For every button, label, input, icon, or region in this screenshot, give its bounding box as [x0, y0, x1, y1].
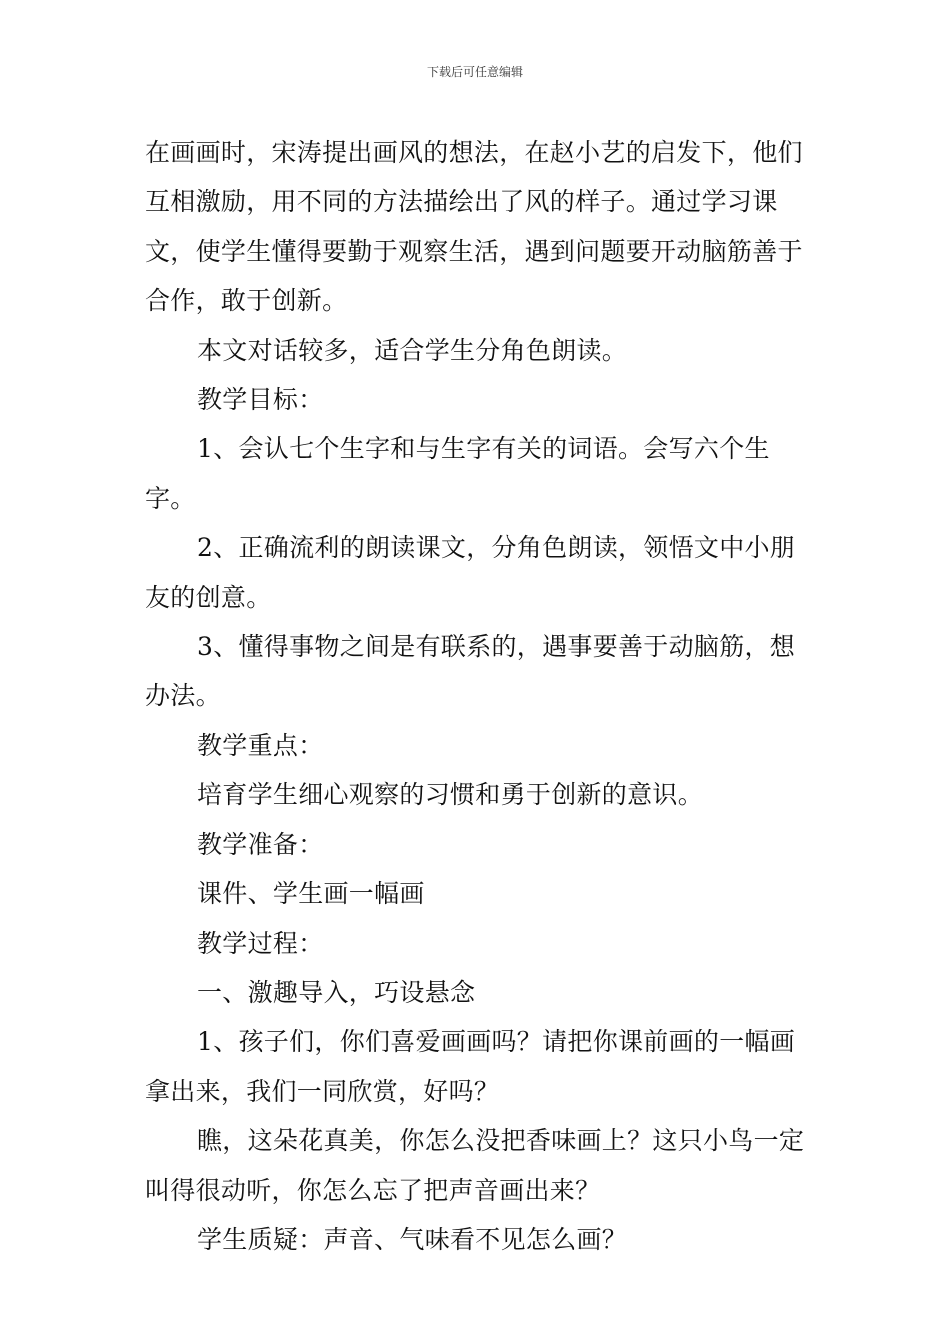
heading-teaching-focus: 教学重点： [197, 730, 324, 760]
goal-item-1: 1、会认七个生字和与生字有关的词语。会写六个生字。 [145, 434, 770, 513]
heading-teaching-goals: 教学目标： [197, 385, 324, 415]
paragraph-dialogue: 瞧，这朵花真美，你怎么没把香味画上？这只小鸟一定叫得很动听，你怎么忘了把声音画出来？ [145, 1126, 805, 1205]
goal-item-2: 2、正确流利的朗读课文，分角色朗读，领悟文中小朋友的创意。 [145, 533, 796, 612]
goal-item-3: 3、懂得事物之间是有联系的，遇事要善于动脑筋，想办法。 [145, 632, 796, 711]
section-heading-1: 一、激趣导入，巧设悬念 [197, 977, 476, 1007]
page-header: 下载后可任意编辑 [426, 65, 523, 79]
heading-teaching-prep: 教学准备： [197, 829, 324, 859]
paragraph-prep: 课件、学生画一幅画 [197, 879, 425, 909]
paragraph-intro: 在画画时，宋涛提出画风的想法，在赵小艺的启发下，他们互相激励，用不同的方法描绘出了风的样子。通过学习课文，使学生懂得要勤于观察生活，遇到问题要开动脑筋善于合作，敢于创新。 [145, 138, 803, 316]
paragraph-focus: 培育学生细心观察的习惯和勇于创新的意识。 [197, 780, 704, 810]
paragraph-reading-note: 本文对话较多，适合学生分角色朗读。 [197, 335, 628, 365]
heading-teaching-process: 教学过程： [197, 928, 324, 958]
paragraph-student-question: 学生质疑：声音、气味看不见怎么画？ [197, 1224, 628, 1254]
document-body [145, 128, 810, 1264]
process-item-1: 1、孩子们，你们喜爱画画吗？请把你课前画的一幅画拿出来，我们一同欣赏，好吗？ [145, 1027, 796, 1106]
